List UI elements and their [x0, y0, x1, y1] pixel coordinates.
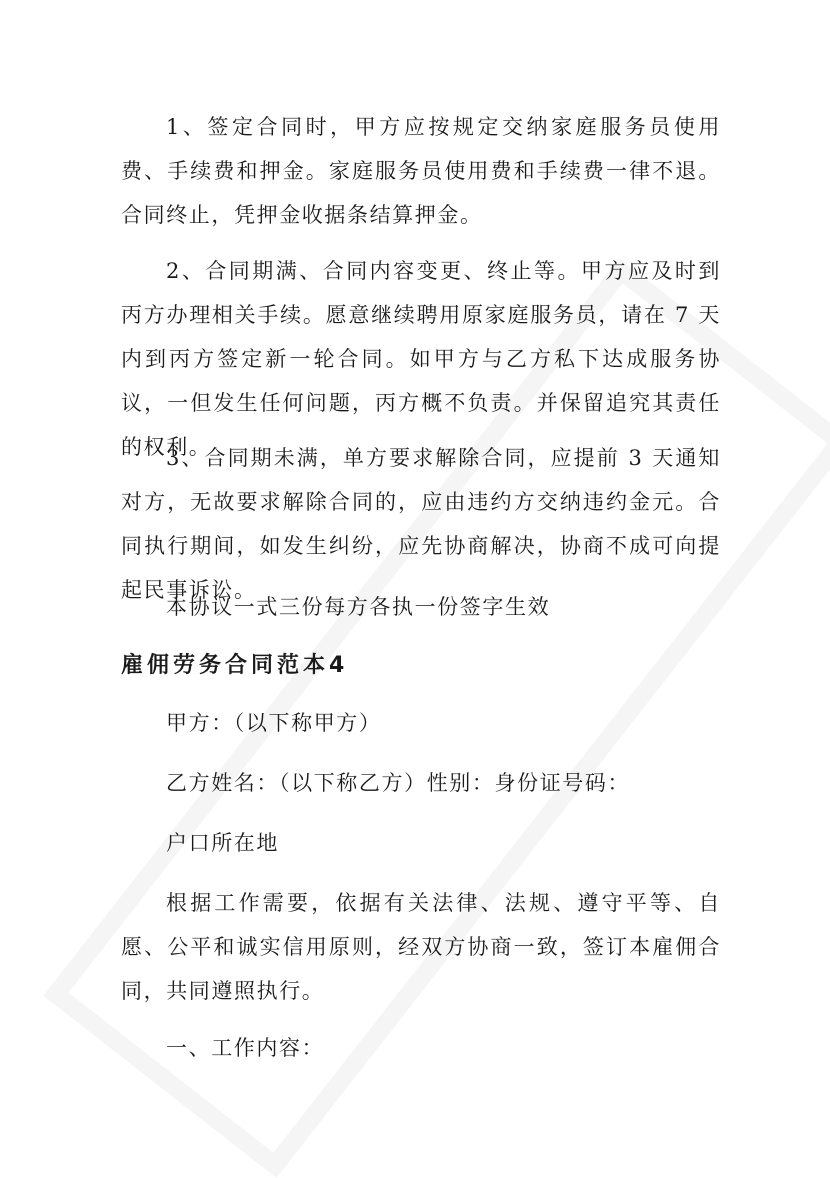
party-b: 乙方姓名：（以下称乙方）性别：身份证号码：: [166, 771, 631, 795]
paragraph-1: 1、签定合同时，甲方应按规定交纳家庭服务员使用费、手续费和押金。家庭服务员使用费和手续费一律不退。合同终止，凭押金收据条结算押金。: [121, 115, 721, 227]
paragraph-4: 本协议一式三份每方各执一份签字生效: [166, 595, 551, 619]
paragraph-2: 2、合同期满、合同内容变更、终止等。甲方应及时到丙方办理相关手续。愿意继续聘用原家庭服务员，请在 7 天内到丙方签定新一轮合同。如甲方与乙方私下达成服务协议，一但发生任何问题，丙方概不负责。并保留追究其责任的权利。: [121, 259, 721, 459]
preamble: 根据工作需要，依据有关法律、法规、遵守平等、自愿、公平和诚实信用原则，经双方协商一致，签订本雇佣合同，共同遵照执行。: [121, 891, 721, 1003]
party-a: 甲方：（以下称甲方）: [166, 711, 382, 735]
section-title: 雇佣劳务合同范本4: [121, 653, 349, 678]
paragraph-3: 3、合同期未满，单方要求解除合同，应提前 3 天通知对方，无故要求解除合同的，应由违约方交纳违约金元。合同执行期间，如发生纠纷，应先协商解决，协商不成可向提起民事诉讼。: [121, 446, 721, 602]
work-content-heading: 一、工作内容：: [166, 1036, 325, 1060]
residence: 户口所在地: [166, 831, 279, 855]
